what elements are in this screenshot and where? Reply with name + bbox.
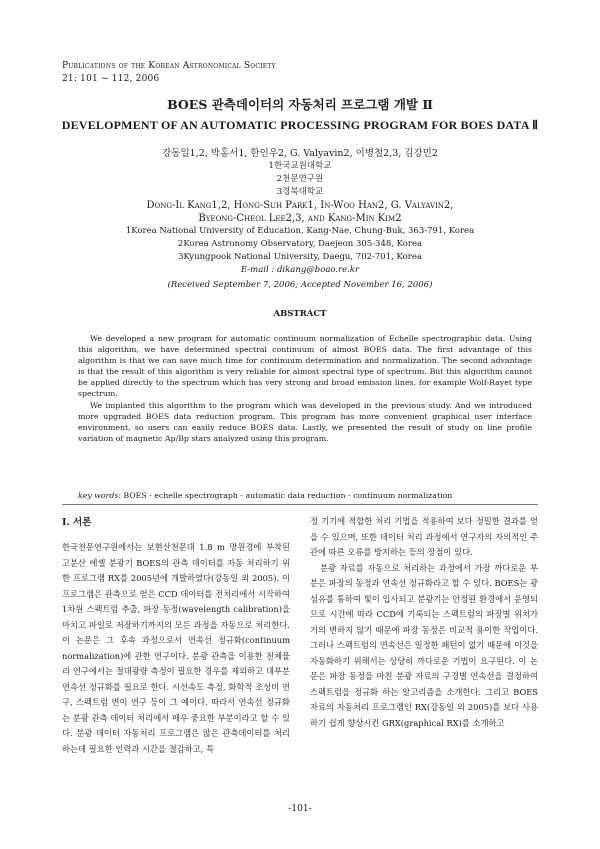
author-block [0,147,600,292]
affiliation-ko-1: 1한국교원대학교 [268,161,332,171]
abstract-heading: ABSTRACT [273,309,327,319]
intro-paragraph-1-continued: 정 기기에 적합한 처리 기법을 적용하여 보다 정밀한 결과를 얻을 수 있으며, 또한 데이터 처리 과정에서 연구자의 자의적인 주관에 따른 오류를 방지하는 등의 장점이 있다. [310,516,538,557]
affiliation-en-2: 2Korea Astronomy Observatory, Daejeon 305-348, Korea [177,239,423,249]
affiliation-en-1: 1Korea National University of Education, Kang-Nae, Chung-Buk, 363-791, Korea [125,226,475,236]
abstract-paragraph-1: We developed a new program for automatic continuum normalization of Echelle spectrographic data. Using this algorithm, we have determined spectral continuum of almost BOES data. The first advantage of this algorithm is that we can save much time for continuum determination and normalization. The second advantage is that the result of this algorithm is very reliable for almost spectral type of spectrum. But this algorithm cannot be applied directly to the spectrum which has very strong and broad emission lines, for example Wolf-Rayet type spectrum. [78,334,532,399]
affiliation-en-3: 3Kyungpook National University, Daegu, 702-701, Korea [178,252,422,262]
body-column-right [310,514,538,731]
body-column-left [62,540,290,757]
intro-paragraph-1: 한국천문연구원에서는 보현산천문대 1.8 m 망원경에 부착된 고분산 에셸 분광기 BOES의 관측 데이터를 자동 처리하기 위한 프로그램 RX를 2005년에 개발하였다(강동일 외 2005). 이 프로그램은 관측으로 얻은 CCD 데이터를 전처리에서 시작하여 1차원 스펙트럼 추출, 파장 동정(wavelength calibration)을 마치고 파일로 저장하기까지의 모든 과정을 자동으로 처리한다. 이 논문은 그 후속 과정으로서 연속선 정규화(continuum normalization)에 관한 연구이다. 분광 관측을 이용한 천체물리 연구에서는 절대광량 측정이 필요한 경우를 제외하고 대부분 연속선 정규화를 필요로 한다. 시선속도 측정, 화학적 조성비 연구, 스펙트럼 변이 연구 등이 그 예이다. 따라서 연속선 정규화는 분광 관측 데이터 처리에서 매우 중요한 부분이라고 할 수 있다. 분광 데이터 자동처리 프로그램은 많은 관측데이터를 처리하는데 필요한 인력과 시간을 절감하고, 특 [62,542,290,754]
abstract-paragraph-2: We implanted this algorithm to the program which was developed in the previous study. And we introduced more upgraded BOES data reduction program. This program has more convenient graphical user interface environment, so users can easily reduce BOES data. Lastly, we presented the result of study on line profile variation of magnetic Ap/Bp stars analyzed using this program. [78,400,532,443]
author-email: E-mail : dikang@boao.re.kr [240,265,360,275]
affiliation-ko-3: 3경북대학교 [276,187,324,197]
authors-english-1: Dong-Il Kang1,2, Hong-Suh Park1, In-Woo Han2, G. Valyavin2, [146,200,454,211]
authors-korean: 강동일1,2, 박홍서1, 한인우2, G. Valyavin2, 이병철2,3, 김강민2 [162,148,438,159]
keywords [78,491,532,500]
abstract-body [78,333,532,444]
page-number: -101- [288,804,312,814]
journal-name: Publications of the Korean Astronomical Society [62,61,276,71]
intro-paragraph-2: 분광 자료를 자동으로 처리하는 과정에서 가장 까다로운 부분은 파장의 동정과 연속선 정규화라고 할 수 있다. BOES는 광섬유를 통하여 빛이 입사되고 분광기는 안정된 환경에서 운영되므로 시간에 따라 CCD에 기록되는 스펙트럼의 파장별 위치가 거의 변하지 않기 때문에 파장 동정은 비교적 용이한 작업이다. 그러나 스펙트럼의 연속선은 일정한 패턴이 없기 때문에 이것을 자동화하기 위해서는 상당히 까다로운 기법이 요구된다. 이 논문은 파장 동정을 마친 분광 자료의 구경별 연속선을 결정하여 스펙트럼을 정규화 하는 알고리즘을 소개한다. 그리고 BOES 자료의 자동처리 프로그램인 RX(강동일 외 2005)를 보다 사용하기 쉽게 향상시킨 GRX(graphical RX)를 소개하고 [310,562,538,728]
title-english: DEVELOPMENT OF AN AUTOMATIC PROCESSING PROGRAM FOR BOES DATA Ⅱ [61,118,539,132]
journal-volume: 21: 101 ~ 112, 2006 [62,74,160,84]
keywords-label: key words: [78,491,121,500]
section-heading-introduction: I. 서론 [62,517,92,528]
keywords-text: BOES - echelle spectrograph - automatic data reduction - continuum normalization [120,491,453,500]
received-dates: (Received September 7, 2006; Accepted November 16, 2006) [167,280,433,290]
affiliation-ko-2: 2천문연구원 [276,174,324,184]
title-korean: BOES 관측데이터의 자동처리 프로그램 개발 Ⅱ [167,97,433,112]
section-divider [62,504,538,505]
journal-header [62,60,276,86]
authors-english-2: Byeong-Cheol Lee2,3, and Kang-Min Kim2 [198,213,402,224]
